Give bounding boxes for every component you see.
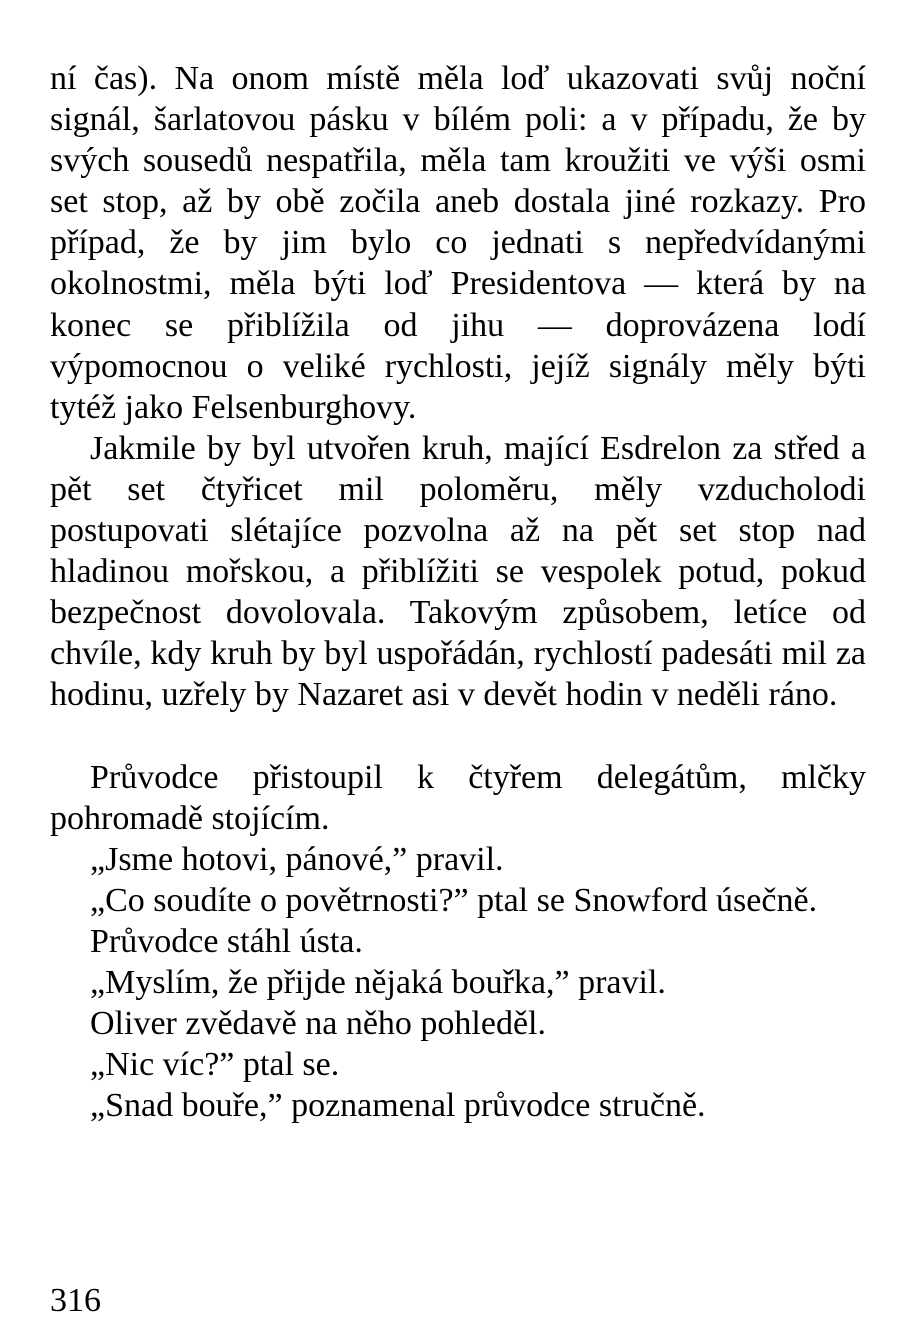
paragraph: Jakmile by byl utvořen kruh, mající Esdrelon za střed a pět set čtyřicet mil poloměru, měly vzducholodi postupovati slétajíce pozvolna až na pět set stop nad hladinou mořskou, a přiblížiti se vespolek potud, pokud bezpečnost dovolovala. Takovým způsobem, letíce od chvíle, kdy kruh by byl uspořádán, rychlostí padesáti mil za hodinu, uzřely by Nazaret asi v devět hodin v neděli ráno. xyxy=(50,429,866,714)
paragraph: Průvodce stáhl ústa. xyxy=(90,922,363,960)
dialogue-line: „Myslím, že přijde nějaká bouřka,” pravil. xyxy=(90,963,666,1001)
section-break xyxy=(50,716,866,757)
dialogue-line: „Snad bouře,” poznamenal průvodce stručně. xyxy=(90,1087,706,1125)
paragraph: Oliver zvědavě na něho pohleděl. xyxy=(90,1005,546,1043)
page-number: 316 xyxy=(50,1282,101,1319)
paragraph-continuation: ní čas). Na onom místě měla loď ukazovati svůj noční signál, šarlatovou pásku v bílém poli: a v případu, že by svých sousedů nespatřila, měla tam kroužiti ve výši osmi set stop, až by obě zočila aneb dostala jiné rozkazy. Pro případ, že by jim bylo co jednati s nepředvídanými okolnostmi, měla býti loď Presidentova — která by na konec se přiblížila od jihu — doprovázena lodí výpomocnou o veliké rychlosti, jejíž signály měly býti tytéž jako Felsenburghovy. xyxy=(50,60,866,426)
dialogue-line: „Nic víc?” ptal se. xyxy=(90,1046,340,1084)
dialogue-line: „Co soudíte o povětrnosti?” ptal se Snowford úsečně. xyxy=(90,881,818,919)
page-body xyxy=(50,58,866,1126)
dialogue-line: „Jsme hotovi, pánové,” pravil. xyxy=(90,840,504,878)
paragraph: Průvodce přistoupil k čtyřem delegátům, mlčky pohromadě stojícím. xyxy=(50,758,866,837)
